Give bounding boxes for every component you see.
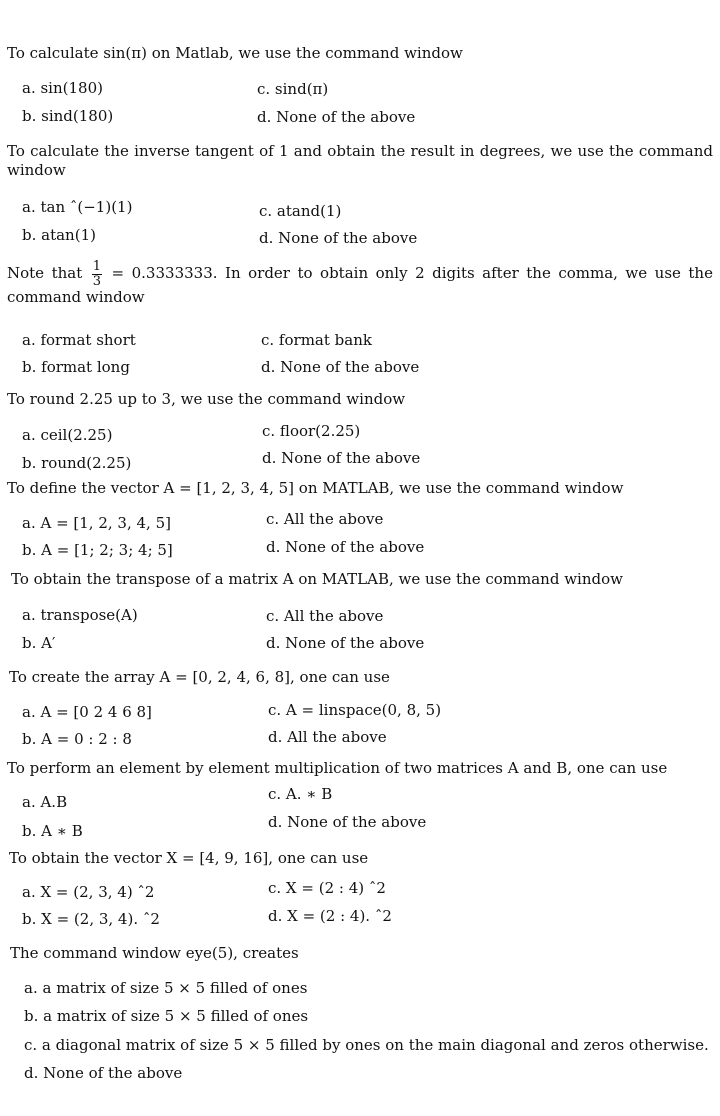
question-3-stem-prefix: Note that <box>7 264 83 283</box>
question-5-option-c: c. All the above <box>266 510 384 528</box>
question-3-option-a: a. format short <box>22 331 136 349</box>
question-8-stem: To perform an element by element multiplication of two matrices A and B, one can use <box>7 759 668 777</box>
question-2-option-a: a. tan ˆ(−1)(1) <box>22 198 133 216</box>
question-8-option-b: b. A ∗ B <box>22 822 83 840</box>
question-4-option-c: c. floor(2.25) <box>262 422 361 440</box>
question-2-stem: To calculate the inverse tangent of 1 and obtain the result in degrees, we use the command window <box>7 142 713 179</box>
question-5-option-a: a. A = [1, 2, 3, 4, 5] <box>22 514 171 532</box>
question-2-option-c: c. atand(1) <box>259 202 342 220</box>
question-9-option-d: d. X = (2 : 4). ˆ2 <box>268 907 392 925</box>
question-9-option-a: a. X = (2, 3, 4) ˆ2 <box>22 883 155 901</box>
question-2-option-d: d. None of the above <box>259 229 418 247</box>
question-4-option-a: a. ceil(2.25) <box>22 426 113 444</box>
question-1-option-b: b. sind(180) <box>22 107 114 125</box>
question-7-option-c: c. A = linspace(0, 8, 5) <box>268 701 442 719</box>
question-6-stem: To obtain the transpose of a matrix A on MATLAB, we use the command window <box>11 570 623 588</box>
question-6-option-b: b. A′ <box>22 634 56 652</box>
question-10-option-b: b. a matrix of size 5 × 5 filled of ones <box>24 1007 309 1025</box>
question-6-option-c: c. All the above <box>266 607 384 625</box>
question-1-stem: To calculate sin(π) on Matlab, we use the command window <box>7 44 463 62</box>
question-6-option-a: a. transpose(A) <box>22 606 138 624</box>
question-5-option-d: d. None of the above <box>266 538 425 556</box>
question-1-option-d: d. None of the above <box>257 108 416 126</box>
question-5-option-b: b. A = [1; 2; 3; 4; 5] <box>22 541 173 559</box>
question-7-option-a: a. A = [0 2 4 6 8] <box>22 703 152 721</box>
question-7-stem: To create the array A = [0, 2, 4, 6, 8], one can use <box>9 668 390 686</box>
question-10-option-a: a. a matrix of size 5 × 5 filled of ones <box>24 979 308 997</box>
question-1-option-c: c. sind(π) <box>257 80 329 98</box>
question-9-stem: To obtain the vector X = [4, 9, 16], one can use <box>9 849 369 867</box>
question-4-option-d: d. None of the above <box>262 449 421 467</box>
one-third-fraction <box>92 260 102 288</box>
question-4-option-b: b. round(2.25) <box>22 454 132 472</box>
question-9-option-b: b. X = (2, 3, 4). ˆ2 <box>22 910 160 928</box>
question-8-option-d: d. None of the above <box>268 813 427 831</box>
question-10-option-d: d. None of the above <box>24 1064 183 1082</box>
question-3-option-c: c. format bank <box>261 331 372 349</box>
question-3-option-d: d. None of the above <box>261 358 420 376</box>
question-9-option-c: c. X = (2 : 4) ˆ2 <box>268 879 386 897</box>
question-6-option-d: d. None of the above <box>266 634 425 652</box>
question-10-option-c: c. a diagonal matrix of size 5 × 5 filled by ones on the main diagonal and zeros otherwise. <box>24 1036 709 1054</box>
question-8-option-a: a. A.B <box>22 793 68 811</box>
question-1-option-a: a. sin(180) <box>22 79 103 97</box>
question-3-option-b: b. format long <box>22 358 130 376</box>
fraction-numerator: 1 <box>92 259 102 274</box>
question-3-stem-suffix: = 0.3333333. In order to obtain only 2 digits after the comma, we use the command window <box>7 264 713 307</box>
question-4-stem: To round 2.25 up to 3, we use the command window <box>7 390 406 408</box>
question-8-option-c: c. A. ∗ B <box>268 785 333 803</box>
question-2-option-b: b. atan(1) <box>22 226 96 244</box>
question-3-stem <box>7 260 713 307</box>
question-7-option-b: b. A = 0 : 2 : 8 <box>22 730 132 748</box>
question-5-stem: To define the vector A = [1, 2, 3, 4, 5] on MATLAB, we use the command window <box>7 479 624 497</box>
fraction-denominator: 3 <box>92 273 102 289</box>
question-10-stem: The command window eye(5), creates <box>10 944 299 962</box>
question-7-option-d: d. All the above <box>268 728 387 746</box>
